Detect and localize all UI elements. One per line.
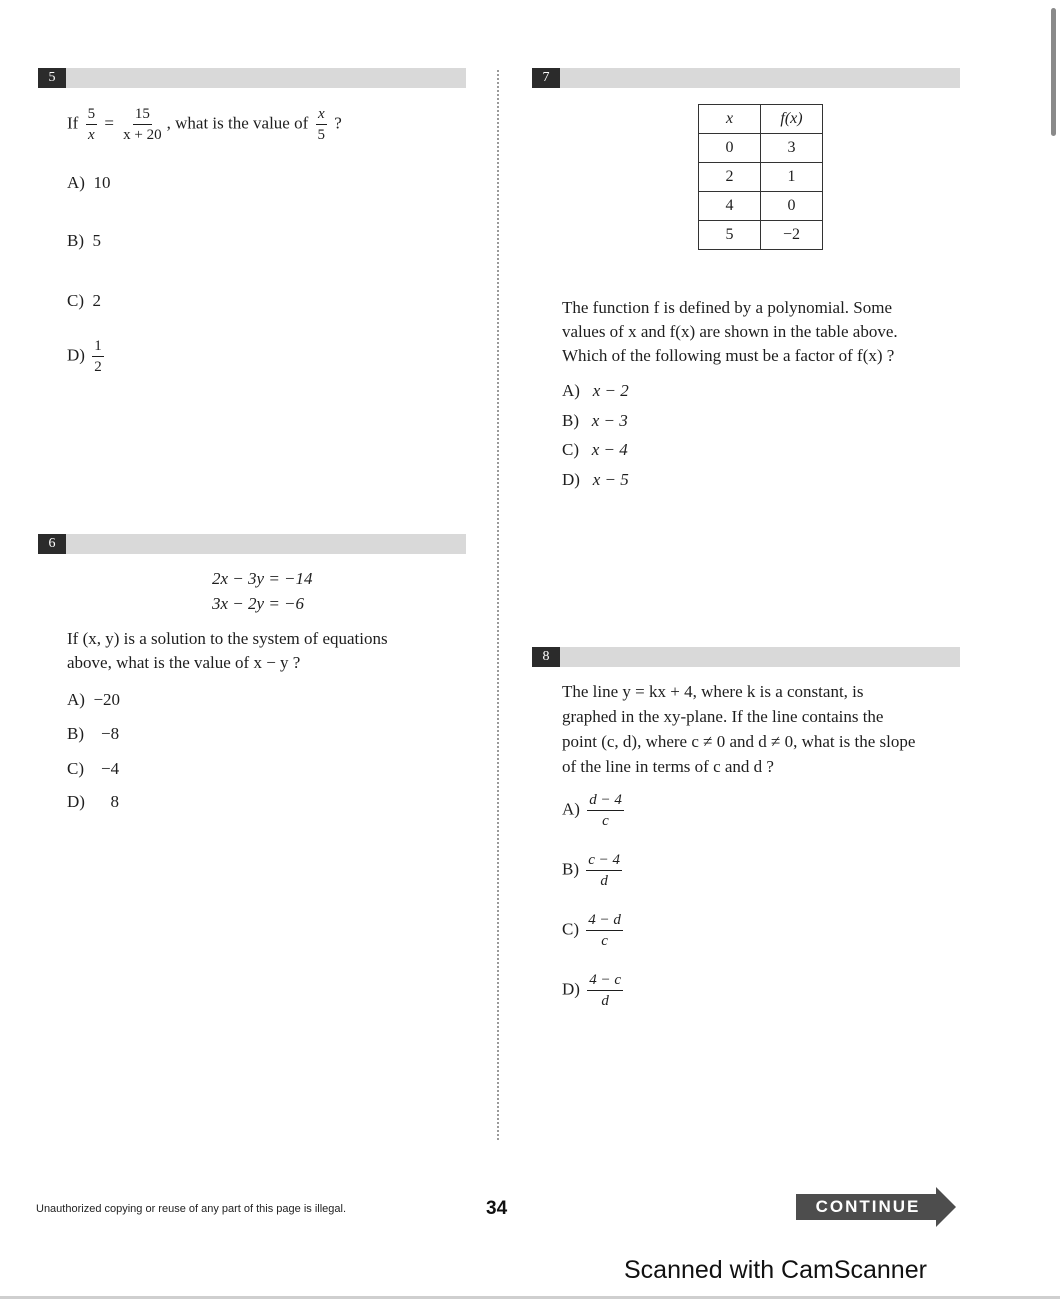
q5-header-bar: [38, 68, 466, 88]
q8-stem-line-3: point (c, d), where c ≠ 0 and d ≠ 0, what is the slope: [562, 732, 916, 751]
q6-stem-line-1: If (x, y) is a solution to the system of equations: [67, 629, 388, 648]
q6-choice-c[interactable]: C) −4: [67, 759, 120, 778]
q8-choice-b-frac: $\frac{c - 4}{d}$: [588, 852, 621, 889]
q5-choice-d[interactable]: D) $\frac{1}{2}$: [67, 338, 102, 375]
q8-choice-d-frac: $\frac{4 - c}{d}$: [589, 972, 621, 1009]
q6-choice-a[interactable]: A) −20: [67, 690, 121, 709]
q5-frac-1: $\frac{5}{x}$: [87, 106, 96, 143]
q5-frac-2: $\frac{15}{x + 20}$: [123, 106, 162, 143]
q7-header-bar: [532, 68, 960, 88]
column-divider: [497, 70, 499, 1140]
table-header-row: [699, 105, 823, 134]
q5-choice-a[interactable]: A) 10: [67, 173, 111, 192]
q6-number: 6: [38, 534, 66, 554]
q7-choice-d[interactable]: D) x − 5: [562, 470, 629, 489]
q8-choice-b[interactable]: B) $\frac{c - 4}{d}$: [562, 852, 621, 889]
table-header-fx: f(x): [761, 105, 823, 134]
q8-choice-d[interactable]: D) $\frac{4 - c}{d}$: [562, 972, 621, 1009]
table-cell: −2: [761, 221, 823, 250]
continue-button[interactable]: [796, 1187, 958, 1227]
q8-choice-c[interactable]: C) $\frac{4 - d}{c}$: [562, 912, 621, 949]
scrollbar-thumb[interactable]: [1051, 8, 1056, 136]
q7-choice-a[interactable]: A) x − 2: [562, 381, 629, 400]
q7-number: 7: [532, 68, 560, 88]
q5-stem: If $\frac{5}{x}$ = $\frac{15}{x + 20}$ , what is the value of $\frac{x}{5}$ ?: [67, 106, 342, 143]
q5-choice-b[interactable]: B) 5: [67, 231, 101, 250]
continue-label: CONTINUE: [815, 1197, 921, 1216]
table-cell: 1: [761, 163, 823, 192]
table-row: [699, 192, 823, 221]
page-number: 34: [486, 1198, 508, 1219]
table-cell: 4: [699, 192, 761, 221]
table-row: [699, 134, 823, 163]
camscanner-watermark: Scanned with CamScanner: [624, 1256, 927, 1284]
bottom-divider: [0, 1296, 1060, 1299]
table-row: [699, 221, 823, 250]
q5-frac-3: $\frac{x}{5}$: [317, 106, 326, 143]
q6-choice-b[interactable]: B) −8: [67, 724, 120, 743]
q8-choice-a[interactable]: A) $\frac{d - 4}{c}$: [562, 792, 622, 829]
table-row: [699, 163, 823, 192]
q5-choice-d-frac: $\frac{1}{2}$: [94, 338, 102, 375]
q6-stem-line-2: above, what is the value of x − y ?: [67, 653, 301, 672]
q8-stem-line-1: The line y = kx + 4, where k is a constant, is: [562, 682, 864, 701]
q7-stem-line-3: Which of the following must be a factor of f(x) ?: [562, 346, 895, 365]
table-cell: 2: [699, 163, 761, 192]
q8-choice-c-frac: $\frac{4 - d}{c}$: [588, 912, 621, 949]
table-cell: 0: [699, 134, 761, 163]
q6-header-bar: [38, 534, 466, 554]
q8-header-bar: [532, 647, 960, 667]
table-header-x: x: [699, 105, 761, 134]
q8-choice-a-frac: $\frac{d - 4}{c}$: [589, 792, 622, 829]
copyright-notice: Unauthorized copying or reuse of any part of this page is illegal.: [36, 1203, 347, 1215]
table-cell: 3: [761, 134, 823, 163]
q6-equation-1: 2x − 3y = −14: [212, 569, 313, 588]
q6-equation-2: 3x − 2y = −6: [212, 594, 305, 613]
q6-choice-d[interactable]: D) 8: [67, 792, 119, 811]
q8-stem-line-4: of the line in terms of c and d ?: [562, 757, 774, 776]
table-cell: 0: [761, 192, 823, 221]
q7-stem-line-2: values of x and f(x) are shown in the table above.: [562, 322, 898, 341]
q5-choice-c[interactable]: C) 2: [67, 291, 101, 310]
q7-stem-line-1: The function f is defined by a polynomial. Some: [562, 298, 893, 317]
q7-choice-c[interactable]: C) x − 4: [562, 440, 628, 459]
q8-number: 8: [532, 647, 560, 667]
q5-number: 5: [38, 68, 66, 88]
q7-function-table: [698, 104, 823, 250]
table-cell: 5: [699, 221, 761, 250]
q8-stem-line-2: graphed in the xy-plane. If the line contains the: [562, 707, 884, 726]
q7-choice-b[interactable]: B) x − 3: [562, 411, 628, 430]
